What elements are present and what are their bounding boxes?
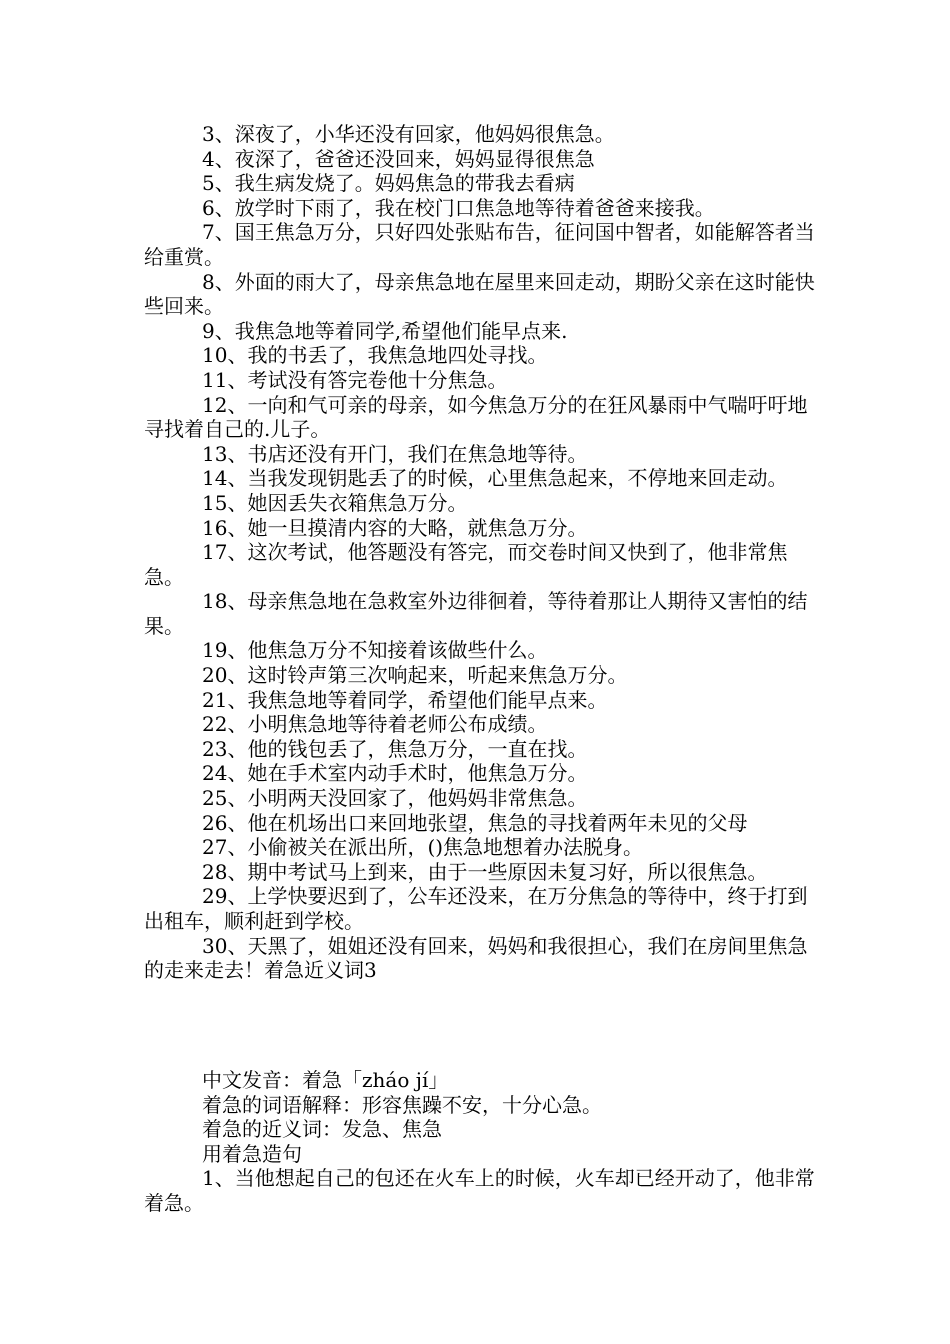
sentence-23: 23、他的钱包丢了，焦急万分，一直在找。 <box>202 736 588 761</box>
sentence-30: 30、天黑了，姐姐还没有回来，妈妈和我很担心，我们在房间里焦急的走来走去！着急近义词3 <box>144 933 808 983</box>
sentence-7: 7、国王焦急万分，只好四处张贴布告，征问国中智者，如能解答者当给重赏。 <box>144 220 815 269</box>
sentence-22: 22、小明焦急地等待着老师公布成绩。 <box>202 712 548 737</box>
sentence-11: 11、考试没有答完卷他十分焦急。 <box>202 367 508 392</box>
sentence-19: 19、他焦急万分不知接着该做些什么。 <box>202 638 548 663</box>
synonyms-line: 着急的近义词：发急、焦急 <box>202 1117 442 1142</box>
sentence-3: 3、深夜了，小华还没有回家，他妈妈很焦急。 <box>202 122 615 146</box>
sentence-28: 28、期中考试马上到来，由于一些原因未复习好，所以很焦急。 <box>202 859 768 884</box>
sentence-13: 13、书店还没有开门，我们在焦急地等待。 <box>202 441 588 466</box>
sentence-14: 14、当我发现钥匙丢了的时候，心里焦急起来，不停地来回走动。 <box>202 466 788 491</box>
sentence-list <box>144 122 816 983</box>
sentence-17: 17、这次考试，他答题没有答完，而交卷时间又快到了，他非常焦急。 <box>144 540 788 589</box>
example-sentence-1: 1、当他想起自己的包还在火车上的时候，火车却已经开动了，他非常着急。 <box>144 1166 815 1215</box>
sentence-5: 5、我生病发烧了。妈妈焦急的带我去看病 <box>202 171 575 196</box>
sentence-15: 15、她因丢失衣箱焦急万分。 <box>202 490 468 515</box>
sentence-29: 29、上学快要迟到了，公车还没来，在万分焦急的等待中，终于打到出租车，顺利赶到学校。 <box>144 884 808 933</box>
section-heading: 用着急造句 <box>202 1141 302 1166</box>
definition-line: 着急的词语解释：形容焦躁不安，十分心急。 <box>202 1092 602 1117</box>
sentence-8: 8、外面的雨大了，母亲焦急地在屋里来回走动，期盼父亲在这时能快些回来。 <box>144 269 815 319</box>
sentence-10: 10、我的书丢了，我焦急地四处寻找。 <box>202 343 548 368</box>
sentence-18: 18、母亲焦急地在急救室外边徘徊着，等待着那让人期待又害怕的结果。 <box>144 589 808 638</box>
sentence-6: 6、放学时下雨了，我在校门口焦急地等待着爸爸来接我。 <box>202 195 715 220</box>
sentence-16: 16、她一旦摸清内容的大略，就焦急万分。 <box>202 515 588 540</box>
sentence-25: 25、小明两天没回家了，他妈妈非常焦急。 <box>202 786 588 811</box>
sentence-12: 12、一向和气可亲的母亲，如今焦急万分的在狂风暴雨中气喘吁吁地寻找着自己的.儿子。 <box>144 392 808 442</box>
sentence-24: 24、她在手术室内动手术时，他焦急万分。 <box>202 761 588 786</box>
sentence-20: 20、这时铃声第三次响起来，听起来焦急万分。 <box>202 663 628 688</box>
sentence-4: 4、夜深了，爸爸还没回来，妈妈显得很焦急 <box>202 146 595 171</box>
sentence-26: 26、他在机场出口来回地张望，焦急的寻找着两年未见的父母 <box>202 810 748 835</box>
sentence-9: 9、我焦急地等着同学,希望他们能早点来. <box>202 318 568 343</box>
zhaoji-section <box>144 1068 816 1216</box>
sentence-27: 27、小偷被关在派出所，()焦急地想着办法脱身。 <box>202 835 644 860</box>
sentence-21: 21、我焦急地等着同学，希望他们能早点来。 <box>202 687 608 712</box>
pronunciation-line: 中文发音：着急「zháo jí」 <box>202 1068 449 1092</box>
